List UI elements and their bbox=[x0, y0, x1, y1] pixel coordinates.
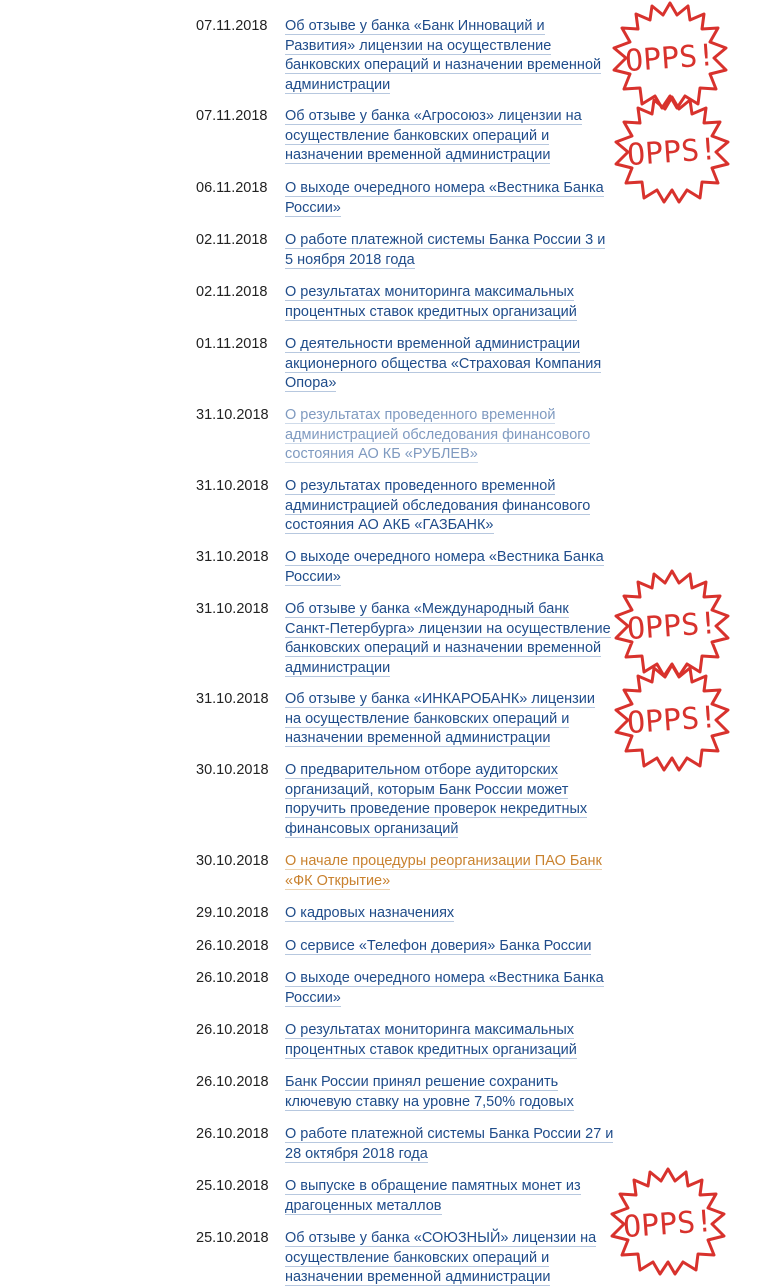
opps-stamp bbox=[612, 568, 732, 678]
news-link[interactable]: Об отзыве у банка «Международный банк Санкт-Петербурга» лицензии на осуществление банковских операций и назначении временной администрации bbox=[285, 601, 611, 676]
opps-stamp bbox=[610, 0, 730, 110]
news-date: 29.10.2018 bbox=[196, 905, 269, 921]
news-link[interactable]: О результатах мониторинга максимальных процентных ставок кредитных организаций bbox=[285, 1022, 577, 1058]
news-link[interactable]: Об отзыве у банка «ИНКАРОБАНК» лицензии на осуществление банковских операций и назначении временной администрации bbox=[285, 691, 595, 746]
news-date: 01.11.2018 bbox=[196, 336, 268, 352]
news-link[interactable]: О выпуске в обращение памятных монет из драгоценных металлов bbox=[285, 1178, 581, 1214]
news-link[interactable]: О деятельности временной администрации акционерного общества «Страховая Компания Опора» bbox=[285, 336, 602, 391]
burst-icon bbox=[612, 94, 732, 204]
news-link[interactable]: О работе платежной системы Банка России 27 и 28 октября 2018 года bbox=[285, 1126, 614, 1162]
news-date: 26.10.2018 bbox=[196, 938, 269, 954]
news-link[interactable]: О сервисе «Телефон доверия» Банка России bbox=[285, 938, 592, 954]
news-link[interactable]: Об отзыве у банка «Банк Инноваций и Развития» лицензии на осуществление банковских операций и назначении временной администрации bbox=[285, 18, 602, 93]
news-date: 07.11.2018 bbox=[196, 18, 268, 34]
svg-text:OPPS!: OPPS! bbox=[625, 605, 719, 648]
burst-icon bbox=[612, 568, 732, 678]
news-link[interactable]: О выходе очередного номера «Вестника Банка России» bbox=[285, 180, 604, 216]
svg-text:OPPS!: OPPS! bbox=[623, 37, 717, 80]
svg-text:OPPS!: OPPS! bbox=[621, 1203, 715, 1246]
svg-text:OPPS!: OPPS! bbox=[625, 131, 719, 174]
news-date: 31.10.2018 bbox=[196, 549, 269, 565]
news-date: 02.11.2018 bbox=[196, 232, 268, 248]
news-link[interactable]: О кадровых назначениях bbox=[285, 905, 455, 921]
opps-stamp bbox=[612, 94, 732, 204]
news-link[interactable]: О выходе очередного номера «Вестника Банка России» bbox=[285, 970, 604, 1006]
news-link[interactable]: Об отзыве у банка «Агросоюз» лицензии на осуществление банковских операций и назначении временной администрации bbox=[285, 108, 582, 163]
news-date: 26.10.2018 bbox=[196, 1022, 269, 1038]
burst-icon bbox=[612, 662, 732, 772]
news-link[interactable]: О результатах проведенного временной администрацией обследования финансового состояния АО КБ «РУБЛЕВ» bbox=[285, 407, 591, 462]
news-date: 31.10.2018 bbox=[196, 478, 269, 494]
burst-icon bbox=[608, 1166, 728, 1276]
news-date: 30.10.2018 bbox=[196, 853, 269, 869]
news-date: 26.10.2018 bbox=[196, 970, 269, 986]
news-date: 26.10.2018 bbox=[196, 1074, 269, 1090]
news-link[interactable]: Об отзыве у банка «СОЮЗНЫЙ» лицензии на осуществление банковских операций и назначении временной администрации bbox=[285, 1230, 597, 1285]
news-link[interactable]: О начале процедуры реорганизации ПАО Банк «ФК Открытие» bbox=[285, 853, 602, 889]
news-link[interactable]: О результатах проведенного временной администрацией обследования финансового состояния АО АКБ «ГАЗБАНК» bbox=[285, 478, 591, 533]
news-date: 07.11.2018 bbox=[196, 108, 268, 124]
news-date: 26.10.2018 bbox=[196, 1126, 269, 1142]
news-link[interactable]: Банк России принял решение сохранить ключевую ставку на уровне 7,50% годовых bbox=[285, 1074, 574, 1110]
news-date: 25.10.2018 bbox=[196, 1230, 269, 1246]
opps-stamp bbox=[608, 1166, 728, 1276]
news-date: 31.10.2018 bbox=[196, 691, 269, 707]
news-link[interactable]: О предварительном отборе аудиторских организаций, которым Банк России может поручить проведение проверок некредитных финансовых организаций bbox=[285, 762, 588, 837]
news-date: 25.10.2018 bbox=[196, 1178, 269, 1194]
opps-stamp bbox=[612, 662, 732, 772]
news-link[interactable]: О выходе очередного номера «Вестника Банка России» bbox=[285, 549, 604, 585]
news-link[interactable]: О работе платежной системы Банка России 3 и 5 ноября 2018 года bbox=[285, 232, 606, 268]
news-link[interactable]: О результатах мониторинга максимальных процентных ставок кредитных организаций bbox=[285, 284, 577, 320]
news-date: 06.11.2018 bbox=[196, 180, 268, 196]
news-date: 02.11.2018 bbox=[196, 284, 268, 300]
burst-icon bbox=[610, 0, 730, 110]
news-date: 30.10.2018 bbox=[196, 762, 269, 778]
news-date: 31.10.2018 bbox=[196, 601, 269, 617]
svg-text:OPPS!: OPPS! bbox=[625, 699, 719, 742]
news-date: 31.10.2018 bbox=[196, 407, 269, 423]
